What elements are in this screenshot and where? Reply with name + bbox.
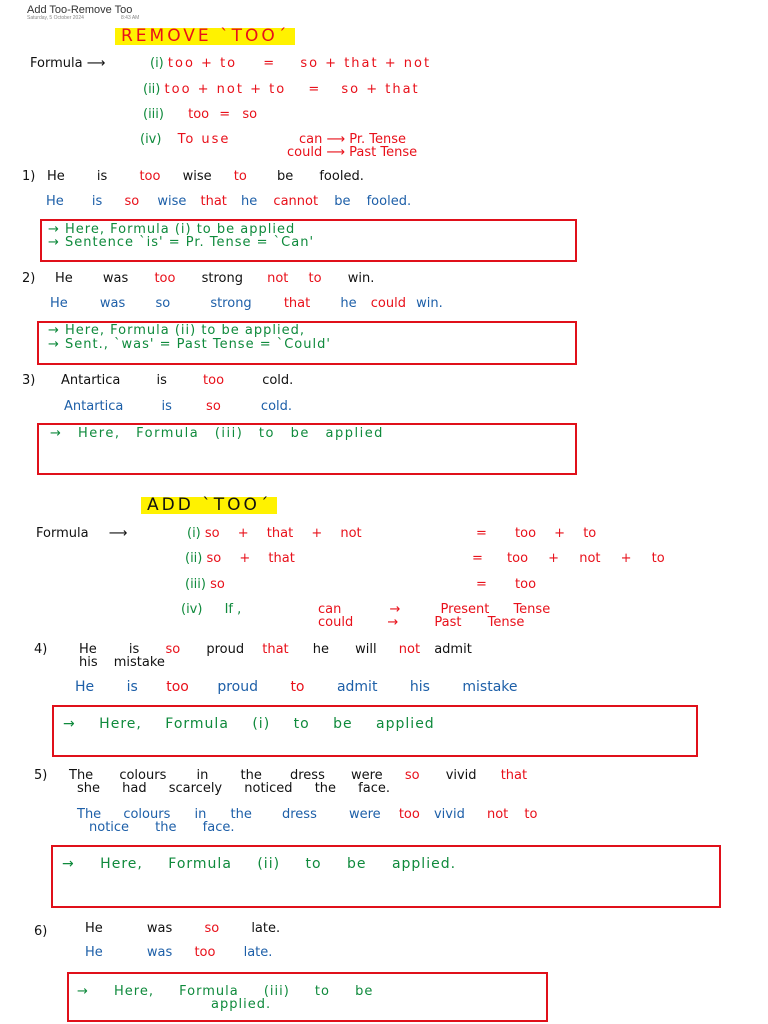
word: strong <box>201 271 243 286</box>
remove-rule-4 <box>140 133 230 146</box>
add-rule-1-rhs <box>476 527 596 540</box>
rule-rhs: so <box>242 107 258 122</box>
could-target: Past Tense <box>434 615 525 630</box>
example-5-answer-line-2: notice the face. <box>89 820 235 835</box>
word: so <box>124 194 140 209</box>
word: is <box>156 373 167 388</box>
word: not <box>486 807 509 822</box>
word: win. <box>416 296 443 311</box>
could-text: could <box>318 615 354 630</box>
word: vivid <box>445 768 477 783</box>
can-target: Pr. Tense <box>349 132 407 147</box>
word: the <box>230 807 252 822</box>
example-1-note-line-1: → Here, Formula (i) to be applied <box>48 222 296 237</box>
word: He <box>47 169 65 184</box>
word: He <box>85 921 103 936</box>
word: He <box>79 642 97 657</box>
could-target: Past Tense <box>349 145 418 160</box>
rule-eq: = <box>476 577 487 592</box>
word: so <box>155 296 171 311</box>
word: is <box>96 169 108 184</box>
example-6-note-line-2: applied. <box>211 997 272 1012</box>
example-3-note-line-1: → Here, Formula (iii) to be applied <box>50 426 384 441</box>
example-5-note-box <box>51 845 721 908</box>
rule-eq: = <box>219 107 231 122</box>
word: could <box>370 296 406 311</box>
formula-label-text: Formula <box>36 526 89 541</box>
rule-rhs: too <box>515 577 537 592</box>
word: He <box>75 679 95 695</box>
word: late. <box>243 945 273 960</box>
example-4-note-line-1: → Here, Formula (i) to be applied <box>63 716 435 732</box>
rule-lead: If , <box>224 602 242 617</box>
word: too <box>166 679 189 695</box>
word: were <box>348 807 381 822</box>
word: be <box>334 194 351 209</box>
word: He <box>50 296 68 311</box>
rule-number: (iii) <box>185 577 206 592</box>
rule-rhs: so + that <box>341 82 420 97</box>
rule-number: (iv) <box>140 132 162 147</box>
rule-rhs: too + to <box>515 526 597 541</box>
word: fooled. <box>366 194 412 209</box>
word: that <box>500 768 528 783</box>
word: in <box>196 768 209 783</box>
word: dress <box>281 807 317 822</box>
word: The <box>77 807 102 822</box>
word: cannot <box>273 194 319 209</box>
example-2-number: 2) <box>22 271 36 286</box>
example-3-answer <box>64 400 292 413</box>
word: was <box>102 271 129 286</box>
arrow-icon: → <box>387 615 399 630</box>
word: too <box>398 807 420 822</box>
word: Antartica <box>64 399 124 414</box>
word: so <box>204 921 220 936</box>
word: he <box>340 296 357 311</box>
word: too <box>194 945 216 960</box>
rule-lead: To use <box>177 132 231 147</box>
page-time: 8:43 AM <box>121 15 140 21</box>
word: is <box>128 642 140 657</box>
word: cold. <box>260 399 293 414</box>
word: colours <box>123 807 171 822</box>
add-rule-2-rhs <box>472 552 665 565</box>
rule-lhs: so + that <box>206 551 295 566</box>
rule-lhs: too <box>188 107 210 122</box>
word: to <box>524 807 538 822</box>
word: He <box>46 194 64 209</box>
word: is <box>161 399 172 414</box>
word: so <box>404 768 420 783</box>
word: wise <box>182 169 212 184</box>
word: too <box>139 169 161 184</box>
word: he <box>241 194 258 209</box>
word: admit <box>434 642 472 657</box>
add-rule-3 <box>185 578 225 591</box>
word: The <box>69 768 94 783</box>
word: mistake <box>462 679 518 695</box>
example-6-answer <box>85 946 272 959</box>
add-rule-3-rhs <box>476 578 536 591</box>
rule-number: (iv) <box>181 602 203 617</box>
word: dress <box>289 768 325 783</box>
word: He <box>85 945 103 960</box>
example-6-note-line-1: → Here, Formula (iii) to be <box>77 984 374 999</box>
add-rule-2 <box>185 552 295 565</box>
can-text: can <box>299 132 323 147</box>
word: was <box>146 921 173 936</box>
can-text: can <box>318 602 342 617</box>
rule-number: (ii) <box>185 551 203 566</box>
example-2-answer <box>50 297 443 310</box>
rule-lhs: so <box>210 577 225 592</box>
example-4-question-line-2: his mistake <box>79 655 165 670</box>
word: the <box>240 768 262 783</box>
example-4-answer <box>75 680 518 694</box>
word: colours <box>119 768 167 783</box>
word: is <box>126 679 138 695</box>
word: that <box>283 296 311 311</box>
rule-lhs: too + not + to <box>164 82 287 97</box>
page-title: Add Too-Remove Too <box>27 4 133 16</box>
remove-rule-4-could <box>287 146 417 159</box>
rule-eq: = <box>263 56 275 71</box>
word: admit <box>336 679 378 695</box>
example-3-number: 3) <box>22 373 36 388</box>
word: to <box>233 169 247 184</box>
remove-formula-label <box>30 57 105 70</box>
example-2-note-line-2: → Sent., `was' = Past Tense = `Could' <box>48 337 331 352</box>
word: be <box>276 169 294 184</box>
example-3-question <box>61 374 293 387</box>
arrow-icon: ⟶ <box>108 526 128 541</box>
word: too <box>154 271 176 286</box>
word: that <box>262 642 289 657</box>
word: not <box>267 271 289 286</box>
word: his <box>409 679 430 695</box>
word: proud <box>206 642 245 657</box>
rule-number: (i) <box>150 56 164 71</box>
could-text: could <box>287 145 323 160</box>
rule-lhs: so + that + not <box>204 526 362 541</box>
rule-number: (ii) <box>143 82 161 97</box>
word: not <box>398 642 421 657</box>
formula-label-text: Formula <box>30 56 83 71</box>
rule-rhs: too + not + to <box>507 551 665 566</box>
word: will <box>355 642 377 657</box>
word: wise <box>157 194 187 209</box>
remove-rule-1 <box>150 57 431 70</box>
word: Antartica <box>61 373 121 388</box>
example-5-number: 5) <box>34 768 48 783</box>
can-target: Present Tense <box>440 602 551 617</box>
arrow-icon: → <box>389 602 401 617</box>
example-1-number: 1) <box>22 169 36 184</box>
rule-number: (iii) <box>143 107 164 122</box>
rule-rhs: so + that + not <box>300 56 432 71</box>
example-1-note-line-2: → Sentence `is' = Pr. Tense = `Can' <box>48 235 315 250</box>
rule-number: (i) <box>187 526 201 541</box>
arrow-icon: ⟶ <box>326 145 345 160</box>
word: that <box>200 194 227 209</box>
word: strong <box>210 296 252 311</box>
word: in <box>194 807 207 822</box>
arrow-icon: ⟶ <box>326 132 346 147</box>
remove-too-heading: REMOVE `TOO´ <box>115 28 295 45</box>
word: late. <box>251 921 281 936</box>
remove-rule-2 <box>143 83 420 96</box>
add-rule-4 <box>181 603 241 616</box>
arrow-icon: ⟶ <box>86 56 106 71</box>
example-2-note-line-1: → Here, Formula (ii) to be applied, <box>48 323 305 338</box>
word: was <box>146 945 173 960</box>
word: were <box>350 768 383 783</box>
add-formula-label <box>36 527 127 540</box>
word: was <box>99 296 126 311</box>
rule-eq: = <box>308 82 320 97</box>
example-5-note-line-1: → Here, Formula (ii) to be applied. <box>62 856 457 872</box>
example-1-answer <box>46 195 411 208</box>
example-2-question <box>55 272 374 285</box>
word: He <box>55 271 73 286</box>
word: is <box>91 194 103 209</box>
word: proud <box>217 679 258 695</box>
page-date: Saturday, 5 October 2024 <box>27 15 84 21</box>
word: cold. <box>262 373 294 388</box>
example-6-number: 6) <box>34 924 48 939</box>
add-rule-1 <box>187 527 362 540</box>
word: he <box>312 642 330 657</box>
word: to <box>308 271 322 286</box>
word: so <box>206 399 221 414</box>
word: vivid <box>433 807 465 822</box>
example-5-question-line-2: she had scarcely noticed the face. <box>77 781 390 796</box>
word: fooled. <box>319 169 364 184</box>
add-too-heading: ADD `TOO´ <box>141 497 277 514</box>
rule-lhs: too + to <box>167 56 238 71</box>
word: win. <box>347 271 375 286</box>
example-1-question <box>47 170 364 183</box>
rule-eq: = <box>472 551 483 566</box>
word: to <box>290 679 305 695</box>
word: too <box>203 373 225 388</box>
add-rule-4-could <box>318 616 524 629</box>
example-6-question <box>85 922 280 935</box>
example-4-number: 4) <box>34 642 48 657</box>
word: so <box>165 642 181 657</box>
rule-eq: = <box>476 526 487 541</box>
remove-rule-3 <box>143 108 257 121</box>
